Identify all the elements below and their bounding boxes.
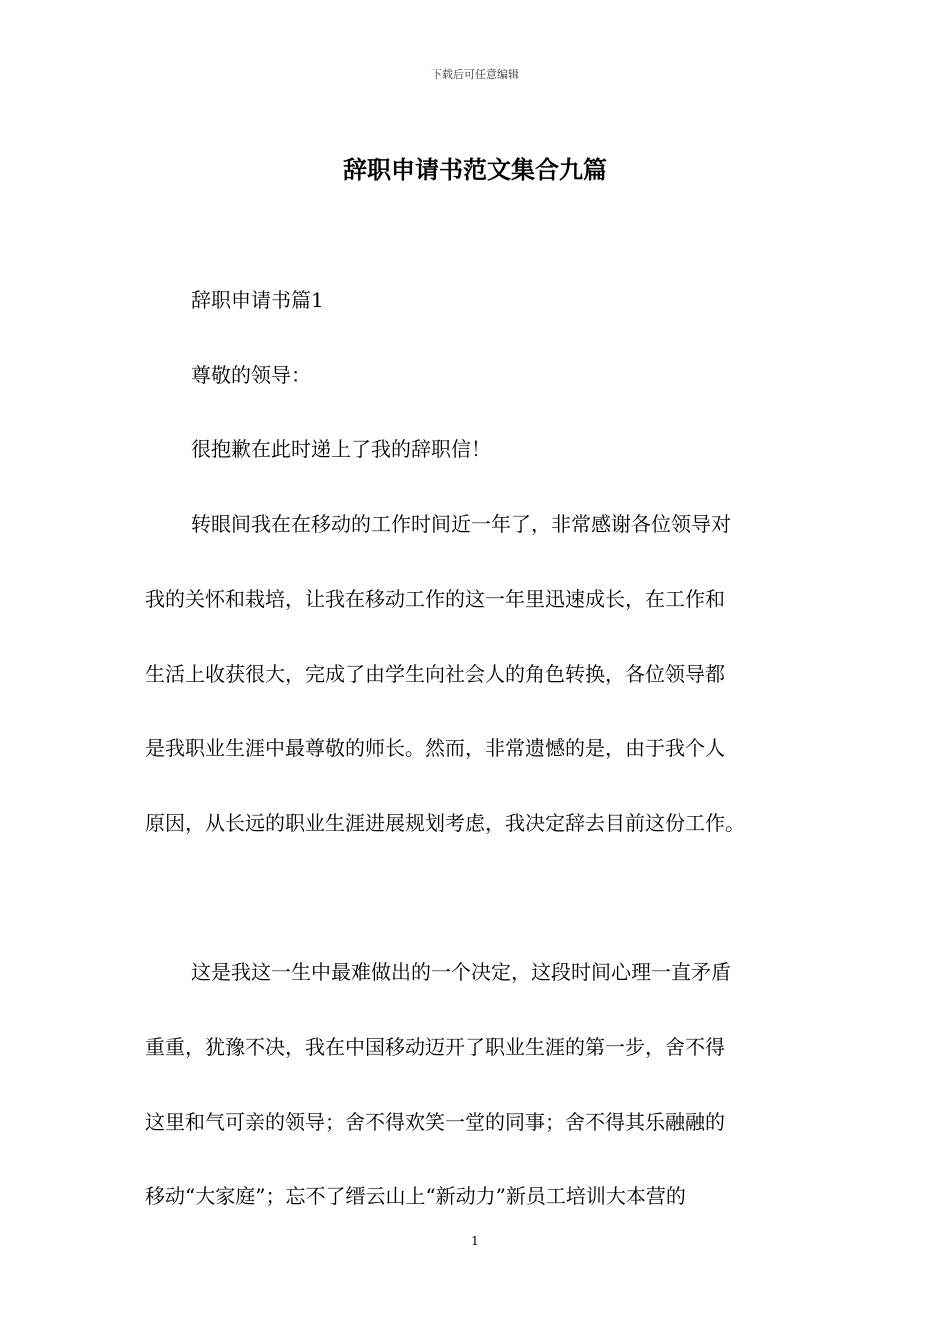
page-number: 1 <box>471 1234 479 1248</box>
document-title: 辞职申请书范文集合九篇 <box>343 155 607 184</box>
paragraph-line: 转眼间我在在移动的工作时间近一年了，非常感谢各位领导对 <box>191 512 731 536</box>
section-heading: 辞职申请书篇1 <box>191 288 324 312</box>
paragraph-line: 重重，犹豫不决，我在中国移动迈开了职业生涯的第一步，舍不得 <box>145 1035 725 1059</box>
paragraph-line: 生活上收获很大，完成了由学生向社会人的角色转换，各位领导都 <box>145 662 725 686</box>
paragraph-line: 原因，从长远的职业生涯进展规划考虑，我决定辞去目前这份工作。 <box>145 811 745 835</box>
paragraph-line: 我的关怀和栽培，让我在移动工作的这一年里迅速成长，在工作和 <box>145 587 725 611</box>
paragraph-line: 这里和气可亲的领导；舍不得欢笑一堂的同事；舍不得其乐融融的 <box>145 1110 725 1134</box>
paragraph-line: 很抱歉在此时递上了我的辞职信！ <box>191 437 491 461</box>
paragraph-line: 移动“大家庭”；忘不了缙云山上“新动力”新员工培训大本营的 <box>145 1184 686 1208</box>
paragraph-line: 是我职业生涯中最尊敬的师长。然而，非常遗憾的是，由于我个人 <box>145 736 725 760</box>
paragraph-line: 这是我这一生中最难做出的一个决定，这段时间心理一直矛盾 <box>191 960 731 984</box>
header-note: 下载后可任意编辑 <box>431 68 519 81</box>
salutation: 尊敬的领导： <box>191 363 311 387</box>
